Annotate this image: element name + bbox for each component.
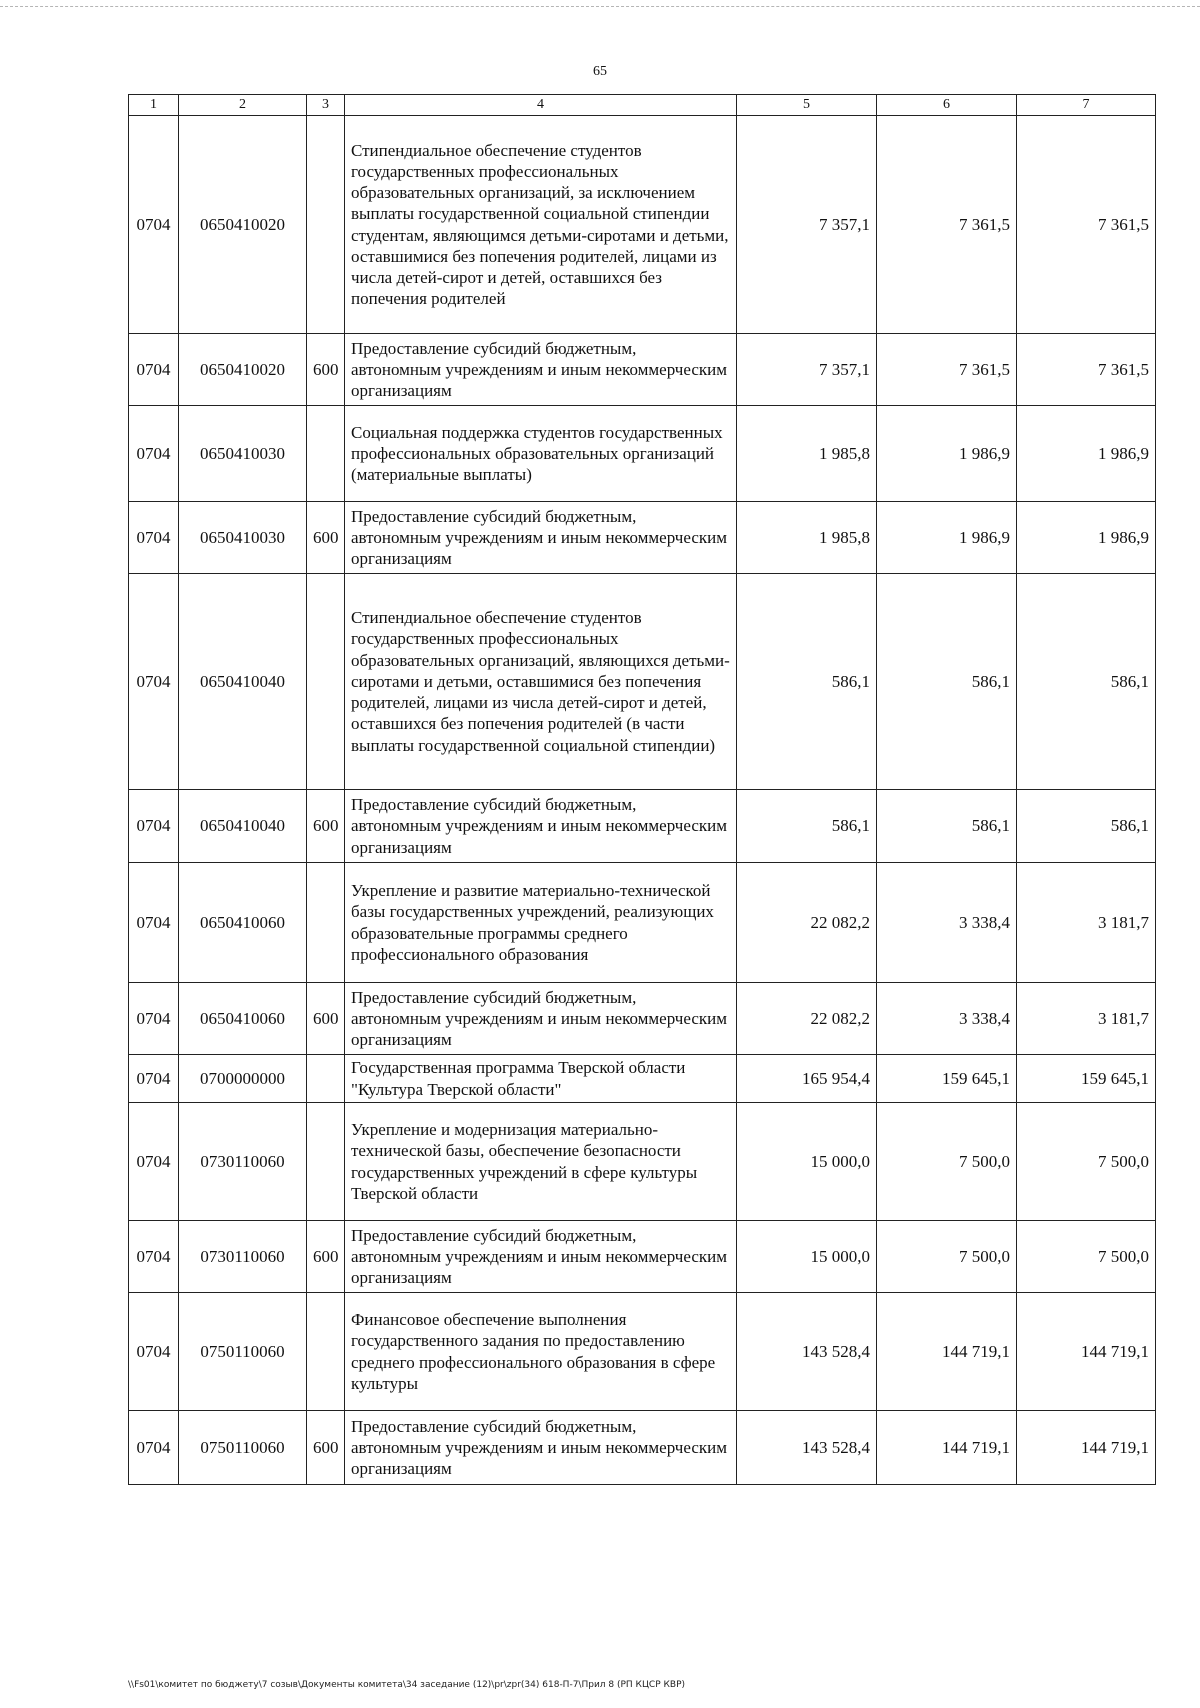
item-name: Предоставление субсидий бюджетным, автономным учреждениям и иным некоммерческим организациям [345, 983, 737, 1055]
table-row [129, 790, 1156, 863]
amount-col-6: 159 645,1 [877, 1055, 1017, 1103]
amount-col-7: 7 361,5 [1017, 116, 1156, 334]
amount-col-6: 7 361,5 [877, 116, 1017, 334]
amount-col-5: 1 985,8 [737, 406, 877, 502]
table-header-row [129, 95, 1156, 116]
table-row [129, 1103, 1156, 1221]
amount-col-7: 3 181,7 [1017, 983, 1156, 1055]
amount-col-6: 7 500,0 [877, 1221, 1017, 1293]
item-name: Предоставление субсидий бюджетным, автономным учреждениям и иным некоммерческим организациям [345, 1221, 737, 1293]
table-row [129, 406, 1156, 502]
amount-col-7: 3 181,7 [1017, 863, 1156, 983]
amount-col-5: 165 954,4 [737, 1055, 877, 1103]
table-row [129, 574, 1156, 790]
section-code: 0704 [129, 790, 179, 863]
target-article-code: 0650410060 [179, 983, 307, 1055]
table-row [129, 863, 1156, 983]
amount-col-6: 144 719,1 [877, 1293, 1017, 1411]
expense-type-code: 600 [307, 1221, 345, 1293]
amount-col-5: 143 528,4 [737, 1293, 877, 1411]
target-article-code: 0650410040 [179, 790, 307, 863]
item-name: Укрепление и модернизация материально-технической базы, обеспечение безопасности государственных учреждений в сфере культуры Тверской области [345, 1103, 737, 1221]
amount-col-6: 7 361,5 [877, 334, 1017, 406]
amount-col-6: 586,1 [877, 790, 1017, 863]
item-name: Стипендиальное обеспечение студентов государственных профессиональных образовательных организаций, за исключением выплаты государственной социальной стипендии студентам, являющимся детьми-сиротами и детьми, оставшимися без попечения родителей, лицами из числа детей-сирот и детей, оставшихся без попечения родителей [345, 116, 737, 334]
amount-col-7: 586,1 [1017, 574, 1156, 790]
item-name: Предоставление субсидий бюджетным, автономным учреждениям и иным некоммерческим организациям [345, 1411, 737, 1485]
amount-col-5: 1 985,8 [737, 502, 877, 574]
amount-col-6: 586,1 [877, 574, 1017, 790]
table-row [129, 502, 1156, 574]
table-row [129, 1293, 1156, 1411]
target-article-code: 0650410020 [179, 334, 307, 406]
table-row [129, 1221, 1156, 1293]
expense-type-code [307, 1103, 345, 1221]
amount-col-5: 22 082,2 [737, 983, 877, 1055]
budget-table [128, 94, 1156, 1485]
item-name: Предоставление субсидий бюджетным, автономным учреждениям и иным некоммерческим организациям [345, 502, 737, 574]
amount-col-6: 144 719,1 [877, 1411, 1017, 1485]
expense-type-code [307, 1293, 345, 1411]
amount-col-7: 586,1 [1017, 790, 1156, 863]
amount-col-7: 144 719,1 [1017, 1411, 1156, 1485]
target-article-code: 0730110060 [179, 1221, 307, 1293]
target-article-code: 0650410040 [179, 574, 307, 790]
item-name: Государственная программа Тверской области "Культура Тверской области" [345, 1055, 737, 1103]
amount-col-7: 7 500,0 [1017, 1103, 1156, 1221]
item-name: Укрепление и развитие материально-технической базы государственных учреждений, реализующих образовательные программы среднего профессионального образования [345, 863, 737, 983]
table-row [129, 1055, 1156, 1103]
column-header: 5 [737, 95, 877, 116]
section-code: 0704 [129, 1103, 179, 1221]
expense-type-code [307, 574, 345, 790]
column-header: 3 [307, 95, 345, 116]
amount-col-5: 586,1 [737, 574, 877, 790]
item-name: Социальная поддержка студентов государственных профессиональных образовательных организаций (материальные выплаты) [345, 406, 737, 502]
item-name: Предоставление субсидий бюджетным, автономным учреждениям и иным некоммерческим организациям [345, 334, 737, 406]
expense-type-code [307, 116, 345, 334]
section-code: 0704 [129, 1055, 179, 1103]
section-code: 0704 [129, 116, 179, 334]
amount-col-6: 1 986,9 [877, 502, 1017, 574]
target-article-code: 0650410060 [179, 863, 307, 983]
target-article-code: 0750110060 [179, 1293, 307, 1411]
target-article-code: 0750110060 [179, 1411, 307, 1485]
column-header: 4 [345, 95, 737, 116]
section-code: 0704 [129, 1411, 179, 1485]
expense-type-code [307, 406, 345, 502]
target-article-code: 0650410030 [179, 502, 307, 574]
column-header: 1 [129, 95, 179, 116]
item-name: Финансовое обеспечение выполнения государственного задания по предоставлению среднего профессионального образования в сфере культуры [345, 1293, 737, 1411]
amount-col-7: 7 500,0 [1017, 1221, 1156, 1293]
scan-top-border [0, 6, 1200, 7]
section-code: 0704 [129, 334, 179, 406]
amount-col-7: 1 986,9 [1017, 502, 1156, 574]
table-row [129, 334, 1156, 406]
target-article-code: 0700000000 [179, 1055, 307, 1103]
table-row [129, 983, 1156, 1055]
section-code: 0704 [129, 1221, 179, 1293]
section-code: 0704 [129, 502, 179, 574]
item-name: Стипендиальное обеспечение студентов государственных профессиональных образовательных организаций, являющихся детьми-сиротами и детьми, оставшимися без попечения родителей, лицами из числа детей-сирот и детей, оставшихся без попечения родителей (в части выплаты государственной социальной стипендии) [345, 574, 737, 790]
expense-type-code: 600 [307, 502, 345, 574]
amount-col-5: 7 357,1 [737, 334, 877, 406]
amount-col-6: 1 986,9 [877, 406, 1017, 502]
amount-col-6: 7 500,0 [877, 1103, 1017, 1221]
amount-col-6: 3 338,4 [877, 983, 1017, 1055]
amount-col-5: 15 000,0 [737, 1103, 877, 1221]
section-code: 0704 [129, 1293, 179, 1411]
expense-type-code: 600 [307, 1411, 345, 1485]
amount-col-7: 1 986,9 [1017, 406, 1156, 502]
target-article-code: 0730110060 [179, 1103, 307, 1221]
amount-col-5: 22 082,2 [737, 863, 877, 983]
expense-type-code [307, 1055, 345, 1103]
section-code: 0704 [129, 863, 179, 983]
amount-col-5: 143 528,4 [737, 1411, 877, 1485]
column-header: 2 [179, 95, 307, 116]
table-row [129, 116, 1156, 334]
amount-col-5: 15 000,0 [737, 1221, 877, 1293]
file-path-footer: \\Fs01\комитет по бюджету\7 созыв\Документы комитета\34 заседание (12)\pr\zpr(34) 618-П-7\Прил 8 (РП КЦСР КВР) [128, 1680, 686, 1690]
amount-col-7: 159 645,1 [1017, 1055, 1156, 1103]
column-header: 6 [877, 95, 1017, 116]
column-header: 7 [1017, 95, 1156, 116]
section-code: 0704 [129, 983, 179, 1055]
section-code: 0704 [129, 406, 179, 502]
item-name: Предоставление субсидий бюджетным, автономным учреждениям и иным некоммерческим организациям [345, 790, 737, 863]
amount-col-6: 3 338,4 [877, 863, 1017, 983]
amount-col-7: 144 719,1 [1017, 1293, 1156, 1411]
amount-col-7: 7 361,5 [1017, 334, 1156, 406]
amount-col-5: 586,1 [737, 790, 877, 863]
section-code: 0704 [129, 574, 179, 790]
expense-type-code: 600 [307, 334, 345, 406]
target-article-code: 0650410020 [179, 116, 307, 334]
target-article-code: 0650410030 [179, 406, 307, 502]
page-number: 65 [593, 64, 607, 79]
table-row [129, 1411, 1156, 1485]
expense-type-code [307, 863, 345, 983]
amount-col-5: 7 357,1 [737, 116, 877, 334]
expense-type-code: 600 [307, 790, 345, 863]
expense-type-code: 600 [307, 983, 345, 1055]
